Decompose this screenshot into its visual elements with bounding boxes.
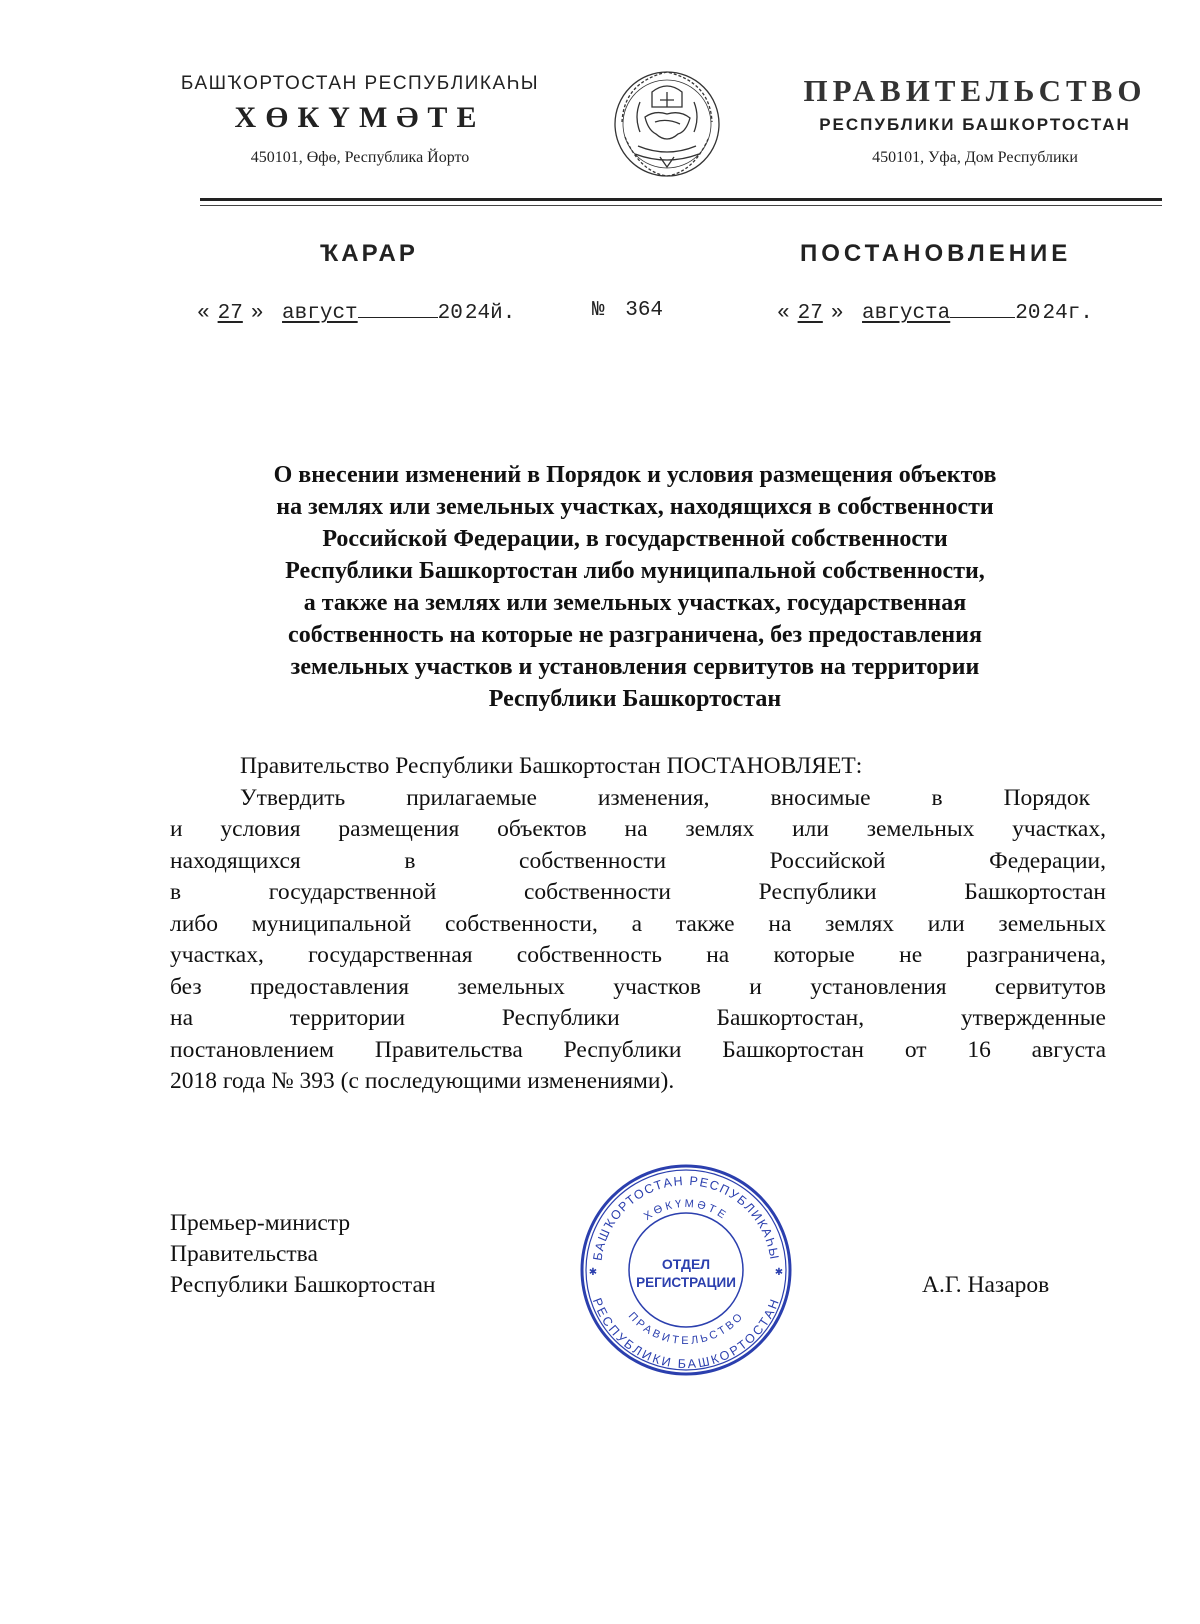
header-rule-thin xyxy=(200,205,1162,206)
title-line: Республики Башкортостан xyxy=(488,686,782,712)
doc-type-bashkir: ҠАРАР xyxy=(320,240,418,267)
signatory-position-line: Республики Башкортостан xyxy=(170,1272,436,1298)
body-line: находящихся в собственности Российской Федерации, xyxy=(170,847,1106,874)
stamp-inner-top-text: ХӨКҮМӘТЕ xyxy=(641,1197,731,1223)
document-number xyxy=(592,299,663,322)
address-russian: 450101, Уфа, Дом Республики xyxy=(872,149,1078,166)
date-russian-close-quote: » xyxy=(830,302,844,325)
date-russian-day: 27 xyxy=(797,302,823,325)
org-name-bashkir-line2: ХӨКҮМӘТЕ xyxy=(234,101,486,134)
date-russian xyxy=(777,299,1093,325)
header-rule-thick xyxy=(200,198,1162,201)
org-name-russian-line2: РЕСПУБЛИКИ БАШКОРТОСТАН xyxy=(819,115,1131,134)
date-bashkir-day: 27 xyxy=(217,302,243,325)
date-bashkir-year-suffix: 24й. xyxy=(464,302,516,325)
date-bashkir-blank xyxy=(358,299,438,318)
signatory-position-line: Премьер-министр xyxy=(170,1210,351,1236)
date-russian-open-quote: « xyxy=(777,302,790,325)
title-line: Российской Федерации, в государственной собственности xyxy=(322,526,948,552)
stamp-outer-top-text: БАШҠОРТОСТАН РЕСПУБЛИКАҺЫ xyxy=(590,1173,782,1262)
date-russian-year-prefix: 20 xyxy=(1015,302,1041,325)
address-bashkir: 450101, Өфө, Республика Йорто xyxy=(250,149,470,166)
decree-line: Правительство Республики Башкортостан ПОСТАНОВЛЯЕТ: xyxy=(240,753,863,779)
doc-type-russian: ПОСТАНОВЛЕНИЕ xyxy=(800,240,1072,267)
svg-text:БАШҠОРТОСТАН РЕСПУБЛИКАҺЫ xyxy=(590,1174,781,1262)
body-line: и условия размещения объектов на землях или земельных участках, xyxy=(170,816,1106,842)
title-line: а также на землях или земельных участках, государственная xyxy=(303,590,967,616)
svg-text:ХӨКҮМӘТЕ xyxy=(642,1198,730,1223)
body-line: участках, государственная собственность на которые не разграничена, xyxy=(170,942,1106,968)
stamp-outer-bottom-text: РЕСПУБЛИКИ БАШКОРТОСТАН xyxy=(589,1296,783,1371)
org-name-bashkir-line1: БАШҠОРТОСТАН РЕСПУБЛИКАҺЫ xyxy=(180,73,540,94)
date-russian-blank xyxy=(950,299,1015,318)
title-line: собственность на которые не разграничена, без предоставления xyxy=(288,622,982,648)
letterhead-left xyxy=(150,73,570,167)
document-title xyxy=(170,459,1100,715)
body-line: в государственной собственности Республики Башкортостан xyxy=(170,879,1106,905)
org-name-russian-line1: ПРАВИТЕЛЬСТВО xyxy=(803,73,1147,108)
title-line: О внесении изменений в Порядок и условия размещения объектов xyxy=(273,462,997,488)
number-value: 364 xyxy=(625,299,664,322)
registration-stamp xyxy=(579,1163,793,1377)
republic-emblem xyxy=(610,62,725,187)
title-line: земельных участков и установления сервитутов на территории xyxy=(290,654,980,680)
letterhead-right xyxy=(785,73,1165,167)
stamp-center-line2: РЕГИСТРАЦИИ xyxy=(636,1275,736,1290)
body-line: без предоставления земельных участков и установления сервитутов xyxy=(170,973,1106,1000)
body-line: Утвердить прилагаемые изменения, вносимые в Порядок xyxy=(240,784,1090,811)
date-bashkir xyxy=(197,299,515,325)
title-line: Республики Башкортостан либо муниципальной собственности, xyxy=(285,558,985,584)
signatory-position xyxy=(170,1208,436,1301)
body-line: либо муниципальной собственности, а также на землях или земельных xyxy=(170,910,1106,937)
date-bashkir-year-prefix: 20 xyxy=(437,302,463,325)
svg-text:РЕСПУБЛИКИ БАШКОРТОСТАН xyxy=(590,1296,782,1371)
date-bashkir-open-quote: « xyxy=(197,302,210,325)
body-line: 2018 года № 393 (с последующими изменениями). xyxy=(170,1068,675,1094)
signatory-name: А.Г. Назаров xyxy=(922,1272,1050,1298)
date-bashkir-close-quote: » xyxy=(250,302,264,325)
stamp-star-icon: ✱ xyxy=(588,1267,598,1278)
date-russian-month: августа xyxy=(862,302,951,325)
document-body xyxy=(170,751,1106,1098)
title-line: на землях или земельных участках, находящихся в собственности xyxy=(276,494,994,520)
date-bashkir-month: август xyxy=(282,302,358,325)
body-line: на территории Республики Башкортостан, утвержденные xyxy=(170,1005,1106,1031)
signatory-position-line: Правительства xyxy=(170,1241,318,1267)
number-sign: № xyxy=(592,299,605,322)
stamp-inner-bottom-text: ПРАВИТЕЛЬСТВО xyxy=(625,1310,747,1348)
svg-text:ПРАВИТЕЛЬСТВО xyxy=(626,1310,747,1347)
stamp-center-line1: ОТДЕЛ xyxy=(661,1256,711,1272)
date-russian-year-suffix: 24г. xyxy=(1042,302,1093,325)
body-line: постановлением Правительства Республики Башкортостан от 16 августа xyxy=(170,1036,1106,1063)
stamp-star-icon: ✱ xyxy=(774,1267,784,1278)
